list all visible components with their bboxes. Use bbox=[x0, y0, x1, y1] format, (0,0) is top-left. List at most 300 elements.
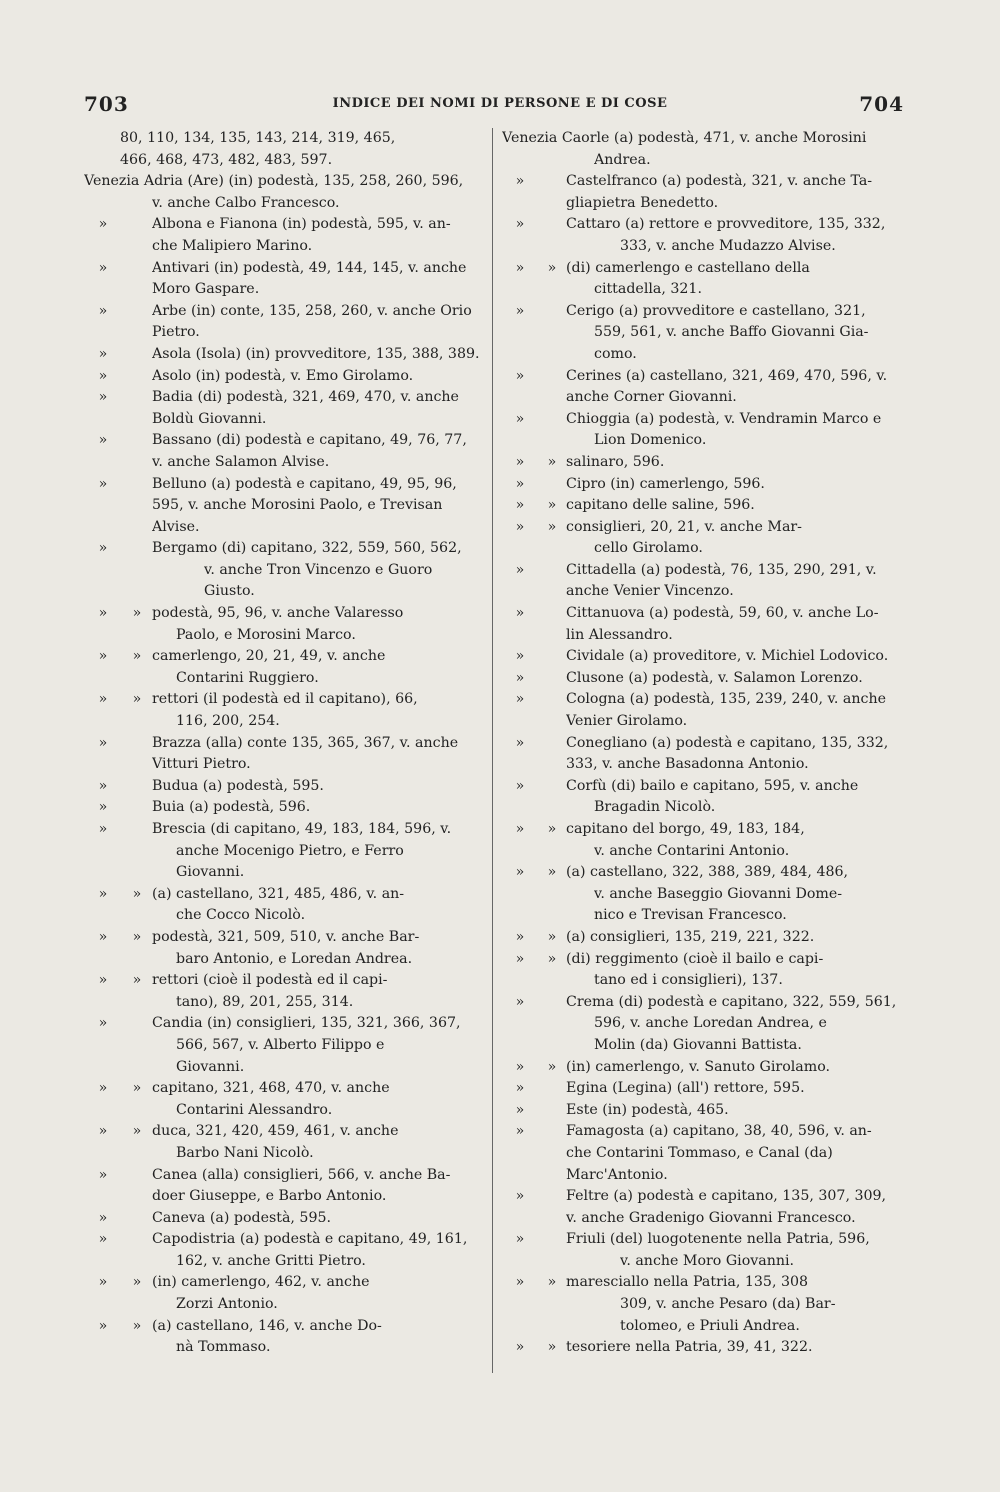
ditto-mark-secondary bbox=[538, 409, 566, 431]
index-line bbox=[84, 517, 484, 539]
index-line bbox=[502, 1294, 904, 1316]
index-line bbox=[84, 1316, 484, 1338]
index-entry-text: Castelfranco (a) podestà, 321, v. anche Ta- bbox=[566, 173, 873, 190]
index-entry-text: Moro Gaspare. bbox=[152, 281, 260, 298]
index-line bbox=[84, 193, 484, 215]
ditto-mark: » bbox=[515, 216, 525, 233]
index-entry-text: (di) camerlengo e castellano della bbox=[566, 259, 810, 276]
index-entry-text: (a) consiglieri, 135, 219, 221, 322. bbox=[566, 928, 815, 945]
index-line bbox=[502, 797, 904, 819]
index-line bbox=[84, 214, 484, 236]
index-line bbox=[84, 1229, 484, 1251]
ditto-mark: » bbox=[515, 173, 525, 190]
index-column-left bbox=[84, 128, 484, 1359]
index-entry-text: Contarini Alessandro. bbox=[176, 1101, 333, 1118]
index-entry-text: Famagosta (a) capitano, 38, 40, 596, v. an- bbox=[566, 1123, 872, 1140]
index-column-right bbox=[502, 128, 904, 1359]
ditto-mark-secondary: » bbox=[132, 972, 142, 989]
ditto-mark-secondary bbox=[122, 1229, 152, 1251]
index-entry-text: rettori (il podestà ed il capitano), 66, bbox=[152, 691, 418, 708]
index-entry-text: Barbo Nani Nicolò. bbox=[176, 1144, 314, 1161]
index-entry-text: Bassano (di) podestà e capitano, 49, 76, 77, bbox=[152, 432, 467, 449]
index-entry-text: Brescia (di capitano, 49, 183, 184, 596, v. bbox=[152, 821, 452, 837]
index-line bbox=[502, 646, 904, 668]
index-entry-text: Giusto. bbox=[204, 583, 255, 600]
index-entry-text: anche Mocenigo Pietro, e Ferro bbox=[176, 842, 404, 859]
index-entry-text: Candia (in) consiglieri, 135, 321, 366, 367, bbox=[152, 1015, 461, 1032]
ditto-mark: » bbox=[98, 799, 108, 816]
ditto-mark: » bbox=[98, 821, 108, 837]
index-entry-text: baro Antonio, e Loredan Andrea. bbox=[176, 950, 413, 967]
index-line bbox=[502, 841, 904, 863]
ditto-mark: » bbox=[515, 1101, 525, 1118]
ditto-mark-secondary: » bbox=[547, 259, 557, 276]
index-entry-text: gliapietra Benedetto. bbox=[566, 194, 719, 211]
ditto-mark-secondary bbox=[538, 171, 566, 193]
index-line bbox=[502, 689, 904, 711]
index-line bbox=[502, 949, 904, 971]
index-entry-text: Egina (Legina) (all') rettore, 595. bbox=[566, 1080, 805, 1097]
ditto-mark-secondary: » bbox=[132, 1317, 142, 1334]
ditto-mark: » bbox=[515, 561, 525, 578]
index-entry-text: Venezia Caorle (a) podestà, 471, v. anche Morosini bbox=[502, 130, 867, 146]
index-line bbox=[84, 538, 484, 560]
ditto-mark-secondary: » bbox=[132, 885, 142, 902]
ditto-mark: » bbox=[515, 777, 525, 794]
index-entry-text: (a) castellano, 146, v. anche Do- bbox=[152, 1317, 382, 1334]
index-line bbox=[84, 776, 484, 798]
index-line bbox=[502, 776, 904, 798]
index-entry-text: 333, v. anche Basadonna Antonio. bbox=[566, 756, 809, 773]
index-line bbox=[84, 841, 484, 863]
index-entry-text: v. anche Moro Giovanni. bbox=[620, 1252, 795, 1269]
ditto-mark: » bbox=[515, 302, 525, 319]
ditto-mark: » bbox=[98, 389, 108, 406]
ditto-mark: » bbox=[98, 1080, 108, 1097]
index-line bbox=[502, 668, 904, 690]
index-entry-text: podestà, 321, 509, 510, v. anche Bar- bbox=[152, 928, 420, 945]
index-line bbox=[502, 322, 904, 344]
index-entry-text: Corfù (di) bailo e capitano, 595, v. anche bbox=[566, 777, 859, 794]
index-entry-text: Cerines (a) castellano, 321, 469, 470, 596, v. bbox=[566, 367, 888, 384]
index-line bbox=[502, 430, 904, 452]
index-line bbox=[502, 1035, 904, 1057]
ditto-mark: » bbox=[515, 821, 525, 837]
index-entry-text: Giovanni. bbox=[176, 1058, 245, 1075]
index-entry-text: Conegliano (a) podestà e capitano, 135, 332, bbox=[566, 734, 889, 751]
index-entry-text: Crema (di) podestà e capitano, 322, 559, 561, bbox=[566, 993, 897, 1010]
index-entry-text: camerlengo, 20, 21, 49, v. anche bbox=[152, 648, 386, 665]
index-line bbox=[84, 1035, 484, 1057]
index-entry-text: 80, 110, 134, 135, 143, 214, 319, 465, bbox=[120, 130, 396, 146]
ditto-mark-secondary: » bbox=[132, 605, 142, 622]
ditto-mark-secondary bbox=[122, 366, 152, 388]
index-entry-text: Cologna (a) podestà, 135, 239, 240, v. anche bbox=[566, 691, 886, 708]
index-line bbox=[84, 884, 484, 906]
index-entry-text: tolomeo, e Priuli Andrea. bbox=[620, 1317, 800, 1334]
index-line bbox=[502, 970, 904, 992]
index-line bbox=[84, 279, 484, 301]
ditto-mark-secondary: » bbox=[547, 497, 557, 514]
index-entry-text: Buia (a) podestà, 596. bbox=[152, 799, 311, 816]
index-entry-text: che Malipiero Marino. bbox=[152, 237, 313, 254]
ditto-mark-secondary bbox=[538, 646, 566, 668]
ditto-mark-secondary bbox=[538, 992, 566, 1014]
ditto-mark: » bbox=[98, 259, 108, 276]
index-line bbox=[84, 171, 484, 193]
ditto-mark-secondary: » bbox=[547, 1274, 557, 1291]
index-entry-text: Cipro (in) camerlengo, 596. bbox=[566, 475, 765, 492]
index-line bbox=[84, 128, 484, 150]
ditto-mark-secondary: » bbox=[547, 864, 557, 881]
index-line bbox=[84, 797, 484, 819]
index-entry-text: Bergamo (di) capitano, 322, 559, 560, 562, bbox=[152, 540, 462, 557]
index-line bbox=[502, 1272, 904, 1294]
left-page-number: 703 bbox=[84, 92, 129, 116]
ditto-mark: » bbox=[98, 1274, 108, 1291]
ditto-mark-secondary bbox=[122, 1208, 152, 1230]
index-line bbox=[84, 1078, 484, 1100]
ditto-mark: » bbox=[98, 1015, 108, 1032]
index-entry-text: podestà, 95, 96, v. anche Valaresso bbox=[152, 605, 404, 622]
index-line bbox=[502, 366, 904, 388]
ditto-mark: » bbox=[98, 885, 108, 902]
index-entry-text: Asola (Isola) (in) provveditore, 135, 388, 389. bbox=[152, 345, 480, 362]
index-entry-text: (a) castellano, 322, 388, 389, 484, 486, bbox=[566, 864, 849, 881]
ditto-mark-secondary bbox=[122, 733, 152, 755]
index-entry-text: Boldù Giovanni. bbox=[152, 410, 267, 427]
index-entry-text: (in) camerlengo, 462, v. anche bbox=[152, 1274, 370, 1291]
ditto-mark-secondary: » bbox=[132, 1274, 142, 1291]
index-entry-text: cittadella, 321. bbox=[594, 281, 702, 298]
index-entry-text: tesoriere nella Patria, 39, 41, 322. bbox=[566, 1339, 813, 1356]
ditto-mark-secondary: » bbox=[547, 928, 557, 945]
ditto-mark-secondary bbox=[538, 1186, 566, 1208]
index-line bbox=[84, 1121, 484, 1143]
index-line bbox=[502, 992, 904, 1014]
index-line bbox=[84, 646, 484, 668]
ditto-mark-secondary: » bbox=[132, 1080, 142, 1097]
ditto-mark: » bbox=[98, 302, 108, 319]
ditto-mark-secondary bbox=[122, 474, 152, 496]
ditto-mark-secondary bbox=[538, 366, 566, 388]
ditto-mark: » bbox=[98, 367, 108, 384]
index-entry-text: Badia (di) podestà, 321, 469, 470, v. anche bbox=[152, 389, 459, 406]
index-entry-text: Venier Girolamo. bbox=[566, 713, 688, 730]
index-entry-text: Capodistria (a) podestà e capitano, 49, 161, bbox=[152, 1231, 468, 1248]
ditto-mark: » bbox=[515, 259, 525, 276]
index-line bbox=[84, 1186, 484, 1208]
ditto-mark: » bbox=[98, 1231, 108, 1248]
index-line bbox=[502, 150, 904, 172]
index-line bbox=[84, 970, 484, 992]
ditto-mark: » bbox=[515, 950, 525, 967]
index-entry-text: capitano, 321, 468, 470, v. anche bbox=[152, 1080, 390, 1097]
index-entry-text: 595, v. anche Morosini Paolo, e Trevisan bbox=[152, 497, 443, 514]
index-entry-text: Marc'Antonio. bbox=[566, 1166, 668, 1183]
ditto-mark-secondary: » bbox=[547, 453, 557, 470]
ditto-mark: » bbox=[515, 475, 525, 492]
index-entry-text: Este (in) podestà, 465. bbox=[566, 1101, 729, 1118]
index-line bbox=[502, 301, 904, 323]
ditto-mark: » bbox=[515, 864, 525, 881]
index-entry-text: Chioggia (a) podestà, v. Vendramin Marco e bbox=[566, 410, 882, 427]
index-line bbox=[502, 733, 904, 755]
index-entry-text: v. anche Gradenigo Giovanni Francesco. bbox=[566, 1209, 856, 1226]
ditto-mark-secondary bbox=[538, 1100, 566, 1122]
ditto-mark-secondary bbox=[538, 1229, 566, 1251]
running-title: INDICE DEI NOMI DI PERSONE E DI COSE bbox=[332, 96, 668, 111]
ditto-mark: » bbox=[515, 928, 525, 945]
index-entry-text: v. anche Baseggio Giovanni Dome- bbox=[594, 885, 843, 902]
index-entry-text: Andrea. bbox=[594, 151, 651, 168]
index-line bbox=[84, 581, 484, 603]
index-entry-text: Lion Domenico. bbox=[594, 432, 707, 449]
index-entry-text: Albona e Fianona (in) podestà, 595, v. an- bbox=[152, 216, 451, 233]
index-entry-text: tano ed i consiglieri), 137. bbox=[594, 972, 783, 989]
index-entry-text: Paolo, e Morosini Marco. bbox=[176, 626, 356, 643]
index-entry-text: Budua (a) podestà, 595. bbox=[152, 777, 324, 794]
ditto-mark: » bbox=[98, 972, 108, 989]
ditto-mark: » bbox=[98, 928, 108, 945]
ditto-mark: » bbox=[515, 1274, 525, 1291]
ditto-mark-secondary bbox=[538, 1078, 566, 1100]
ditto-mark-secondary bbox=[122, 344, 152, 366]
ditto-mark: » bbox=[98, 432, 108, 449]
index-entry-text: 333, v. anche Mudazzo Alvise. bbox=[620, 237, 836, 254]
index-line bbox=[84, 1208, 484, 1230]
index-line bbox=[502, 1186, 904, 1208]
index-line bbox=[502, 754, 904, 776]
index-entry-text: Giovanni. bbox=[176, 864, 245, 881]
ditto-mark: » bbox=[515, 734, 525, 751]
ditto-mark-secondary: » bbox=[547, 518, 557, 535]
index-entry-text: che Contarini Tommaso, e Canal (da) bbox=[566, 1144, 833, 1161]
index-line bbox=[84, 754, 484, 776]
index-line bbox=[84, 862, 484, 884]
column-divider bbox=[492, 128, 493, 1373]
ditto-mark: » bbox=[98, 1166, 108, 1183]
index-entry-text: (di) reggimento (cioè il bailo e capi- bbox=[566, 950, 824, 967]
index-line bbox=[84, 992, 484, 1014]
ditto-mark: » bbox=[515, 518, 525, 535]
ditto-mark-secondary bbox=[122, 214, 152, 236]
index-line bbox=[502, 517, 904, 539]
index-entry-text: Cittanuova (a) podestà, 59, 60, v. anche Lo- bbox=[566, 605, 879, 622]
index-entry-text: 566, 567, v. Alberto Filippo e bbox=[176, 1036, 385, 1053]
index-line bbox=[502, 495, 904, 517]
index-line bbox=[502, 279, 904, 301]
index-line bbox=[84, 474, 484, 496]
index-line bbox=[84, 430, 484, 452]
index-line bbox=[502, 927, 904, 949]
index-entry-text: Cividale (a) proveditore, v. Michiel Lodovico. bbox=[566, 648, 889, 665]
ditto-mark: » bbox=[515, 453, 525, 470]
index-line bbox=[84, 603, 484, 625]
index-entry-text: Asolo (in) podestà, v. Emo Girolamo. bbox=[152, 367, 414, 384]
index-entry-text: v. anche Tron Vincenzo e Guoro bbox=[204, 561, 433, 578]
index-entry-text: nico e Trevisan Francesco. bbox=[594, 907, 787, 924]
index-line bbox=[84, 668, 484, 690]
index-line bbox=[502, 214, 904, 236]
ditto-mark: » bbox=[98, 648, 108, 665]
ditto-mark-secondary bbox=[122, 538, 152, 560]
ditto-mark: » bbox=[98, 475, 108, 492]
index-line bbox=[84, 1251, 484, 1273]
index-line bbox=[502, 884, 904, 906]
index-line bbox=[502, 1165, 904, 1187]
ditto-mark-secondary bbox=[538, 733, 566, 755]
index-entry-text: Zorzi Antonio. bbox=[176, 1296, 278, 1313]
ditto-mark-secondary: » bbox=[132, 691, 142, 708]
index-line bbox=[502, 1078, 904, 1100]
ditto-mark: » bbox=[98, 734, 108, 751]
ditto-mark-secondary bbox=[538, 474, 566, 496]
right-page-number: 704 bbox=[859, 92, 904, 116]
index-line bbox=[502, 474, 904, 496]
ditto-mark-secondary: » bbox=[132, 1123, 142, 1140]
ditto-mark: » bbox=[98, 777, 108, 794]
index-line bbox=[502, 171, 904, 193]
index-entry-text: anche Venier Vincenzo. bbox=[566, 583, 734, 600]
index-line bbox=[502, 603, 904, 625]
index-entry-text: Caneva (a) podestà, 595. bbox=[152, 1209, 332, 1226]
index-entry-text: duca, 321, 420, 459, 461, v. anche bbox=[152, 1123, 399, 1140]
index-entry-text: Alvise. bbox=[152, 518, 200, 535]
ditto-mark-secondary: » bbox=[547, 1339, 557, 1356]
index-entry-text: Belluno (a) podestà e capitano, 49, 95, 96, bbox=[152, 475, 457, 492]
index-line bbox=[84, 258, 484, 280]
index-entry-text: Clusone (a) podestà, v. Salamon Lorenzo. bbox=[566, 669, 863, 686]
index-line bbox=[502, 387, 904, 409]
index-entry-text: tano), 89, 201, 255, 314. bbox=[176, 993, 354, 1010]
index-entry-text: Antivari (in) podestà, 49, 144, 145, v. anche bbox=[152, 259, 467, 276]
ditto-mark: » bbox=[515, 1188, 525, 1205]
index-line bbox=[502, 1316, 904, 1338]
index-line bbox=[84, 711, 484, 733]
index-line bbox=[502, 581, 904, 603]
index-entry-text: Cattaro (a) rettore e provveditore, 135, 332, bbox=[566, 216, 886, 233]
index-entry-text: capitano delle saline, 596. bbox=[566, 497, 755, 514]
ditto-mark-secondary bbox=[122, 797, 152, 819]
index-line bbox=[502, 862, 904, 884]
index-entry-text: Bragadin Nicolò. bbox=[594, 799, 716, 816]
index-entry-text: Canea (alla) consiglieri, 566, v. anche Ba- bbox=[152, 1166, 451, 1183]
index-line bbox=[84, 927, 484, 949]
index-line bbox=[502, 1251, 904, 1273]
index-entry-text: maresciallo nella Patria, 135, 308 bbox=[566, 1274, 809, 1291]
index-entry-text: como. bbox=[594, 345, 637, 362]
index-entry-text: rettori (cioè il podestà ed il capi- bbox=[152, 972, 388, 989]
index-entry-text: 116, 200, 254. bbox=[176, 713, 280, 730]
index-line bbox=[84, 366, 484, 388]
index-entry-text: v. anche Contarini Antonio. bbox=[594, 842, 790, 859]
ditto-mark: » bbox=[98, 691, 108, 708]
index-entry-text: consiglieri, 20, 21, v. anche Mar- bbox=[566, 518, 802, 535]
index-entry-text: Feltre (a) podestà e capitano, 135, 307, 309, bbox=[566, 1188, 887, 1205]
ditto-mark-secondary bbox=[122, 387, 152, 409]
index-line bbox=[84, 1165, 484, 1187]
index-entry-text: Brazza (alla) conte 135, 365, 367, v. anche bbox=[152, 734, 459, 751]
index-line bbox=[502, 1100, 904, 1122]
index-line bbox=[84, 905, 484, 927]
ditto-mark-secondary bbox=[538, 603, 566, 625]
ditto-mark-secondary bbox=[538, 668, 566, 690]
ditto-mark-secondary: » bbox=[547, 1058, 557, 1075]
ditto-mark: » bbox=[98, 216, 108, 233]
ditto-mark-secondary bbox=[538, 560, 566, 582]
ditto-mark: » bbox=[515, 1339, 525, 1356]
index-line bbox=[84, 1337, 484, 1359]
index-entry-text: 162, v. anche Gritti Pietro. bbox=[176, 1252, 366, 1269]
index-line bbox=[84, 301, 484, 323]
index-line bbox=[84, 1272, 484, 1294]
index-entry-text: doer Giuseppe, e Barbo Antonio. bbox=[152, 1188, 387, 1205]
index-line bbox=[502, 560, 904, 582]
index-line bbox=[502, 409, 904, 431]
ditto-mark-secondary bbox=[538, 301, 566, 323]
index-line bbox=[502, 1057, 904, 1079]
ditto-mark: » bbox=[98, 1317, 108, 1334]
index-entry-text: 596, v. anche Loredan Andrea, e bbox=[594, 1015, 827, 1032]
index-entry-text: capitano del borgo, 49, 183, 184, bbox=[566, 821, 805, 837]
index-line bbox=[502, 711, 904, 733]
index-entry-text: Vitturi Pietro. bbox=[152, 756, 251, 773]
index-entry-text: cello Girolamo. bbox=[594, 540, 703, 557]
ditto-mark-secondary: » bbox=[132, 928, 142, 945]
ditto-mark: » bbox=[98, 1209, 108, 1226]
index-entry-text: Cerigo (a) provveditore e castellano, 321, bbox=[566, 302, 866, 319]
index-line bbox=[502, 1229, 904, 1251]
ditto-mark-secondary bbox=[122, 819, 152, 841]
index-line bbox=[502, 452, 904, 474]
ditto-mark: » bbox=[98, 540, 108, 557]
index-line bbox=[84, 495, 484, 517]
index-entry-text: 559, 561, v. anche Baffo Giovanni Gia- bbox=[594, 324, 869, 341]
index-line bbox=[84, 322, 484, 344]
index-line bbox=[84, 1294, 484, 1316]
ditto-mark: » bbox=[515, 691, 525, 708]
ditto-mark: » bbox=[515, 367, 525, 384]
ditto-mark-secondary bbox=[122, 301, 152, 323]
index-entry-text: Molin (da) Giovanni Battista. bbox=[594, 1036, 802, 1053]
index-entry-text: 466, 468, 473, 482, 483, 597. bbox=[120, 151, 333, 168]
index-line bbox=[84, 560, 484, 582]
index-line bbox=[84, 1143, 484, 1165]
ditto-mark-secondary: » bbox=[547, 821, 557, 837]
index-entry-text: (in) camerlengo, v. Sanuto Girolamo. bbox=[566, 1058, 831, 1075]
ditto-mark: » bbox=[515, 1058, 525, 1075]
index-entry-text: anche Corner Giovanni. bbox=[566, 389, 737, 406]
index-line bbox=[84, 409, 484, 431]
ditto-mark: » bbox=[515, 497, 525, 514]
index-line bbox=[84, 733, 484, 755]
index-line bbox=[502, 128, 904, 150]
index-line bbox=[84, 344, 484, 366]
index-entry-text: Venezia Adria (Are) (in) podestà, 135, 258, 260, 596, bbox=[84, 173, 464, 190]
ditto-mark-secondary bbox=[122, 258, 152, 280]
index-line bbox=[502, 344, 904, 366]
index-entry-text: Arbe (in) conte, 135, 258, 260, v. anche Orio bbox=[152, 302, 472, 319]
index-entry-text: (a) castellano, 321, 485, 486, v. an- bbox=[152, 885, 405, 902]
ditto-mark: » bbox=[515, 1123, 525, 1140]
index-line bbox=[502, 236, 904, 258]
ditto-mark-secondary bbox=[122, 776, 152, 798]
index-line bbox=[84, 1013, 484, 1035]
index-entry-text: v. anche Calbo Francesco. bbox=[152, 194, 340, 211]
ditto-mark-secondary: » bbox=[547, 950, 557, 967]
index-line bbox=[84, 819, 484, 841]
